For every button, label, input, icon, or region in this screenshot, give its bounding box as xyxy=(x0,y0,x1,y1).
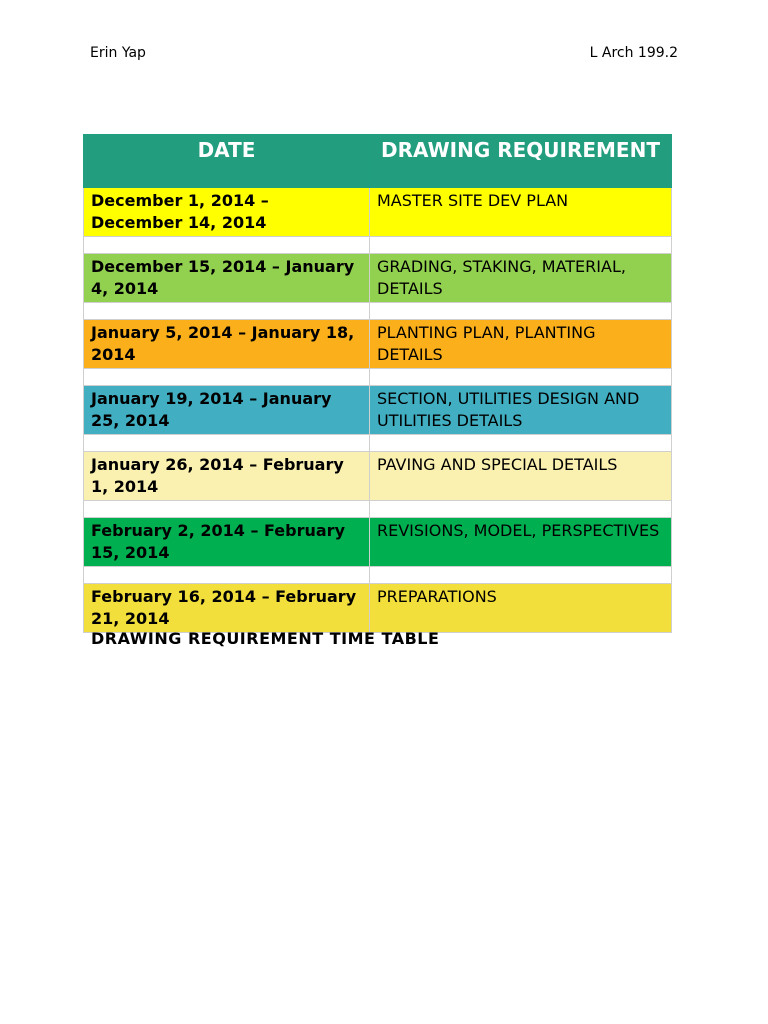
table-row xyxy=(84,386,672,435)
requirement-cell: REVISIONS, MODEL, PERSPECTIVES xyxy=(370,518,672,567)
table-row xyxy=(84,518,672,567)
date-cell: February 16, 2014 – February 21, 2014 xyxy=(84,584,370,633)
date-column-header: DATE xyxy=(84,135,370,188)
requirement-column-header: DRAWING REQUIREMENT xyxy=(370,135,672,188)
table-header-row xyxy=(84,135,672,188)
date-cell: January 19, 2014 – January 25, 2014 xyxy=(84,386,370,435)
table-row xyxy=(84,452,672,501)
course-code: L Arch 199.2 xyxy=(589,45,678,61)
author-name: Erin Yap xyxy=(90,45,146,61)
requirement-cell: SECTION, UTILITIES DESIGN AND UTILITIES DETAILS xyxy=(370,386,672,435)
date-cell: December 15, 2014 – January 4, 2014 xyxy=(84,254,370,303)
requirement-cell: PLANTING PLAN, PLANTING DETAILS xyxy=(370,320,672,369)
spacer-row xyxy=(84,369,672,386)
table-row xyxy=(84,320,672,369)
table-caption: DRAWING REQUIREMENT TIME TABLE xyxy=(91,629,440,648)
date-cell: January 5, 2014 – January 18, 2014 xyxy=(84,320,370,369)
spacer-row xyxy=(84,435,672,452)
requirement-cell: MASTER SITE DEV PLAN xyxy=(370,188,672,237)
schedule-table xyxy=(83,134,672,633)
table-row xyxy=(84,584,672,633)
date-cell: February 2, 2014 – February 15, 2014 xyxy=(84,518,370,567)
date-cell: December 1, 2014 – December 14, 2014 xyxy=(84,188,370,237)
table-row xyxy=(84,254,672,303)
spacer-row xyxy=(84,237,672,254)
requirement-cell: PAVING AND SPECIAL DETAILS xyxy=(370,452,672,501)
spacer-row xyxy=(84,567,672,584)
requirement-cell: GRADING, STAKING, MATERIAL, DETAILS xyxy=(370,254,672,303)
spacer-row xyxy=(84,303,672,320)
spacer-row xyxy=(84,501,672,518)
date-cell: January 26, 2014 – February 1, 2014 xyxy=(84,452,370,501)
table-row xyxy=(84,188,672,237)
requirement-cell: PREPARATIONS xyxy=(370,584,672,633)
